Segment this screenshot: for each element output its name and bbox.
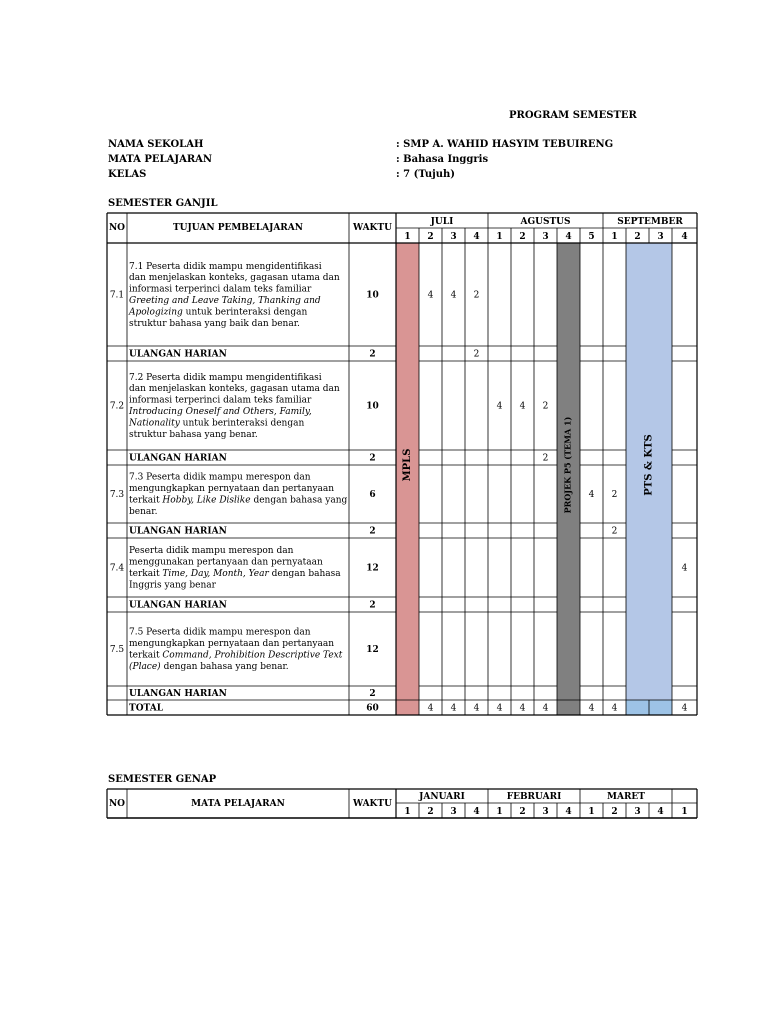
genap-week-header: 3 [634,807,641,817]
objective-text: mengungkapkan pernyataan dan pertanyaan [129,639,335,650]
objective-line [129,507,158,517]
week-value: 4 [427,290,434,301]
objective-line [129,296,321,306]
info-class-label: KELAS [108,169,147,180]
objective-text: mengungkapkan pernyataan dan pertanyaan [129,484,335,495]
row-waktu: 60 [366,703,379,714]
row-label [129,600,227,610]
objective-text: 7.2 Peserta didik mampu mengidentifikasi [129,372,322,383]
genap-week-header: 3 [450,807,457,817]
objective-text: benar. [129,506,158,517]
objective-text: Hobby, Like Dislike [162,495,251,506]
week-header: 3 [450,232,457,242]
row-label [129,703,164,713]
week-value: 2 [611,490,618,500]
row-no: 7.2 [109,401,125,412]
objective-line [129,496,347,506]
objective-text: 7.3 Peserta didik mampu merespon dan [129,472,311,483]
objective-text: Peserta didik mampu merespon dan [129,546,294,557]
row-label [129,453,227,463]
objective-line [129,580,217,590]
week-value: 2 [542,401,549,412]
genap-month-header: FEBRUARI [506,792,562,802]
genap-header-waktu: WAKTU [353,799,392,809]
objective-line [129,473,311,483]
week-header: 2 [519,232,526,242]
objective-text: untuk berinteraksi dengan [179,418,305,429]
objective-line [129,373,322,383]
week-header: 1 [611,232,618,242]
row-no: 7.4 [109,563,125,574]
genap-week-header: 1 [681,807,688,817]
row-waktu: 10 [366,401,379,412]
objective-line [129,396,312,406]
objective-text: Command, Prohibition Descriptive Text [162,650,343,661]
objective-line [129,569,341,579]
objective-text: struktur bahasa yang baik dan benar. [129,318,300,329]
week-value: 2 [473,349,480,360]
genap-header-mapel: MATA PELAJARAN [191,799,285,809]
objective-text: terkait [129,569,163,579]
week-value: 4 [681,703,688,714]
row-waktu: 2 [369,689,376,699]
objective-line [129,273,340,283]
header-waktu: WAKTU [353,223,392,233]
week-header: 1 [496,232,503,242]
row-waktu: 12 [366,645,379,655]
objective-text: dengan bahasa yang [250,495,348,506]
objective-text: struktur bahasa yang benar. [129,429,258,440]
week-value: 4 [496,401,503,412]
objective-text: ULANGAN HARIAN [129,600,227,611]
week-header: 4 [565,232,572,242]
info-subject-label: MATA PELAJARAN [108,154,213,165]
objective-line [129,628,311,638]
row-label [129,526,227,536]
objective-text: Apologizing [129,307,183,318]
row-label [129,349,227,359]
band-label: MPLS [402,448,413,482]
objective-line [129,384,340,394]
week-value: 4 [542,703,549,714]
objective-text: terkait [129,650,163,661]
objective-line [128,407,312,417]
row-waktu: 2 [369,349,376,360]
objective-text: Time, Day, Month, Year [162,569,269,579]
week-value: 2 [542,453,549,464]
header-no: NO [108,223,126,233]
objective-line [129,484,334,494]
week-value: 4 [681,563,688,574]
objective-text: TOTAL [129,703,164,714]
genap-week-header: 1 [404,807,411,817]
objective-line [129,319,300,329]
week-header: 2 [634,232,641,242]
row-no: 7.3 [109,490,125,500]
info-school-value: : SMP A. WAHID HASYIM TEBUIRENG [396,139,614,150]
row-no: 7.5 [109,645,125,655]
objective-text: ULANGAN HARIAN [129,349,227,360]
genap-header-no: NO [108,799,126,809]
week-value: 4 [496,703,503,714]
week-header: 2 [427,232,434,242]
row-waktu: 2 [369,453,376,464]
objective-line [129,651,343,661]
objective-text: Greeting and Leave Taking, Thanking and [129,296,321,306]
row-waktu: 2 [369,600,376,611]
semester-genap-label: SEMESTER GENAP [108,774,217,785]
objective-text: 7.1 Peserta didik mampu mengidentifikasi [129,261,322,272]
objective-text: ULANGAN HARIAN [129,688,227,699]
genap-week-header: 2 [427,807,434,817]
row-waktu: 6 [369,490,376,500]
week-value: 4 [473,703,480,714]
objective-line [128,307,307,317]
objective-text: dan menjelaskan konteks, gagasan utama dan [129,384,340,395]
week-value: 4 [427,703,434,714]
objective-text: ULANGAN HARIAN [129,453,227,464]
genap-week-header: 1 [496,807,503,817]
row-waktu: 12 [366,563,379,574]
objective-text: Nationality [129,418,180,429]
info-subject-value: : Bahasa Inggris [396,154,489,165]
document-title: PROGRAM SEMESTER [509,110,637,121]
genap-week-header: 3 [542,807,549,817]
semester-ganjil-label: SEMESTER GANJIL [108,198,218,209]
objective-line [129,661,289,672]
objective-line [128,418,304,428]
objective-line [129,430,258,440]
objective-text: untuk berinteraksi dengan [182,307,308,318]
week-header: 1 [404,232,411,242]
objective-text: Introducing Oneself and Others, Family, [129,407,312,417]
month-header: AGUSTUS [520,217,571,227]
objective-text: dengan bahasa yang benar. [160,661,289,672]
week-value: 4 [611,703,618,714]
genap-month-header: MARET [607,792,645,802]
band-label: PTS & KTS [643,434,655,496]
genap-week-header: 2 [611,807,618,817]
genap-week-header: 2 [519,807,526,817]
genap-week-header: 4 [565,807,572,817]
objective-text: terkait [129,495,163,506]
month-header: SEPTEMBER [617,217,683,227]
week-header: 4 [681,232,688,242]
objective-text: informasi terperinci dalam teks familiar [129,395,312,406]
week-header: 4 [473,232,480,242]
week-value: 2 [611,526,618,537]
info-school-label: NAMA SEKOLAH [108,139,204,150]
objective-text: menggunakan pertanyaan dan pernyataan [129,557,323,568]
objective-line [129,262,322,272]
week-header: 3 [542,232,549,242]
week-header: 5 [588,232,595,242]
objective-text: 7.5 Peserta didik mampu merespon dan [129,627,311,638]
week-value: 4 [588,703,595,714]
objective-text: ULANGAN HARIAN [129,526,227,537]
objective-text: dengan bahasa [268,569,341,579]
objective-line [129,285,312,295]
objective-line [129,546,294,556]
genap-week-header: 4 [473,807,480,817]
week-value: 4 [588,490,595,500]
week-header: 3 [657,232,664,242]
week-value: 4 [450,290,457,301]
header-tujuan: TUJUAN PEMBELAJARAN [172,223,304,233]
objective-text: informasi terperinci dalam teks familiar [129,284,312,295]
genap-week-header: 1 [588,807,595,817]
row-waktu: 10 [366,290,379,301]
month-header: JULI [430,217,454,227]
week-value: 2 [473,290,480,301]
objective-text: Inggris yang benar [129,580,216,591]
objective-text: (Place) [129,661,161,672]
row-no: 7.1 [109,290,125,301]
objective-text: dan menjelaskan konteks, gagasan utama dan [129,273,340,284]
objective-line [129,558,323,568]
week-value: 4 [450,703,457,714]
objective-line [129,639,334,649]
row-waktu: 2 [369,526,376,537]
info-class-value: : 7 (Tujuh) [396,169,456,180]
genap-month-header: JANUARI [419,792,465,802]
week-value: 4 [519,401,526,412]
band-label: PROJEK P5 (TEMA 1) [562,416,573,514]
row-label [129,689,227,699]
genap-week-header: 4 [657,807,664,817]
week-value: 4 [519,703,526,714]
